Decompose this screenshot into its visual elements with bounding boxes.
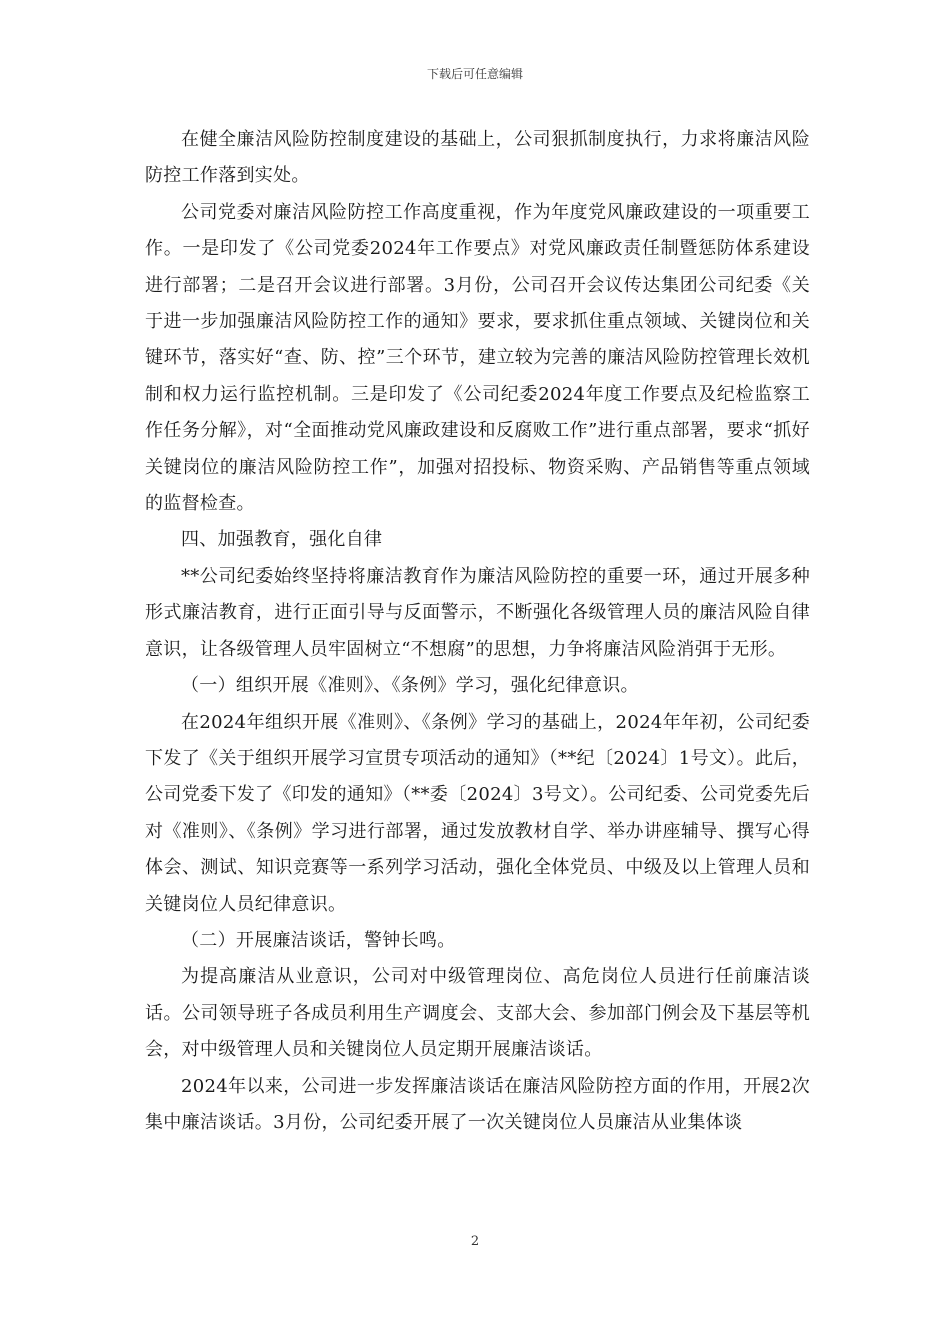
subheading-talks: （二）开展廉洁谈话，警钟长鸣。 [181,929,456,951]
page-header: 下载后可任意编辑 [426,67,523,81]
section-heading-education: 四、加强教育，强化自律 [181,529,383,551]
page-number: 2 [470,1234,480,1249]
subheading-study: （一）组织开展《准则》、《条例》学习，强化纪律意识。 [181,675,639,697]
paragraph-study: 在2024年组织开展《准则》、《条例》学习的基础上，2024年年初，公司纪委下发了《关于组织开展学习宣贯专项活动的通知》（**纪〔2024〕1号文）。此后，公司党委下发了《印发的通知》（**委〔2024〕3号文）。公司纪委、公司党委先后对《准则》、《条例》学习进行部署，通过发放教材自学、举办讲座辅导、撰写心得体会、测试、知识竞赛等一系列学习活动，强化全体党员、中级及以上管理人员和关键岗位人员纪律意识。 [145,711,810,915]
document-body [145,122,810,1141]
paragraph-party-committee: 公司党委对廉洁风险防控工作高度重视，作为年度党风廉政建设的一项重要工作。一是印发了《公司党委2024年工作要点》对党风廉政责任制暨惩防体系建设进行部署；二是召开会议进行部署。3月份，公司召开会议传达集团公司纪委《关于进一步加强廉洁风险防控工作的通知》要求，要求抓住重点领域、关键岗位和关键环节，落实好“查、防、控”三个环节，建立较为完善的廉洁风险防控管理长效机制和权力运行监控机制。三是印发了《公司纪委2024年度工作要点及纪检监察工作任务分解》，对“全面推动党风廉政建设和反腐败工作”进行重点部署，要求“抓好关键岗位的廉洁风险防控工作”，加强对招投标、物资采购、产品销售等重点领域的监督检查。 [145,201,810,515]
paragraph-system-execution: 在健全廉洁风险防控制度建设的基础上，公司狠抓制度执行，力求将廉洁风险防控工作落到实处。 [145,129,810,187]
paragraph-2024-talks: 2024年以来，公司进一步发挥廉洁谈话在廉洁风险防控方面的作用，开展2次集中廉洁谈话。3月份，公司纪委开展了一次关键岗位人员廉洁从业集体谈 [145,1075,810,1133]
paragraph-discipline-education: **公司纪委始终坚持将廉洁教育作为廉洁风险防控的重要一环，通过开展多种形式廉洁教育，进行正面引导与反面警示，不断强化各级管理人员的廉洁风险自律意识，让各级管理人员牢固树立“不想腐”的思想，力争将廉洁风险消弭于无形。 [145,565,810,660]
paragraph-talks: 为提高廉洁从业意识，公司对中级管理岗位、高危岗位人员进行任前廉洁谈话。公司领导班子各成员利用生产调度会、支部大会、参加部门例会及下基层等机会，对中级管理人员和关键岗位人员定期开展廉洁谈话。 [145,966,810,1061]
